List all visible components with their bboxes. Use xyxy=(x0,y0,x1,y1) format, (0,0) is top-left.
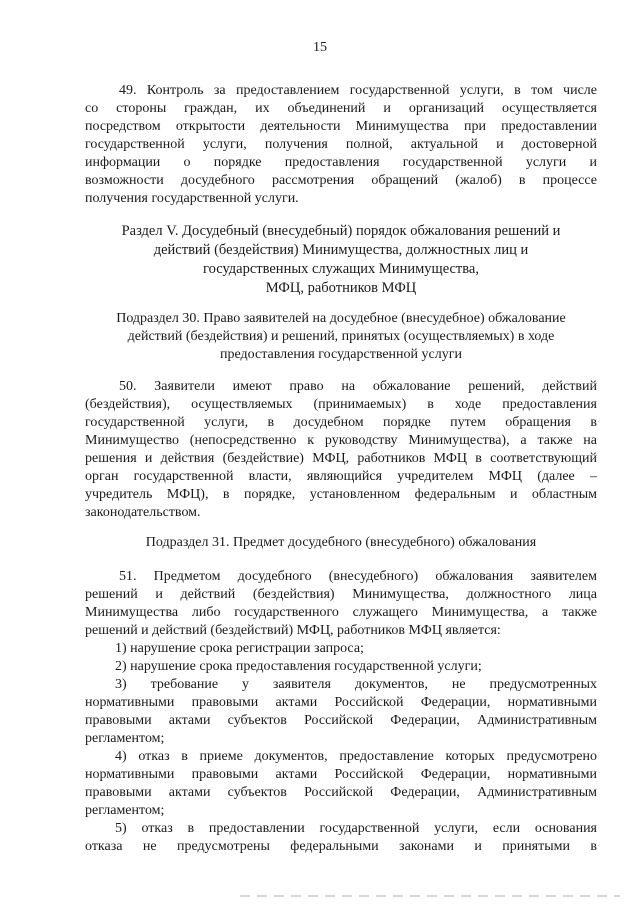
text-line: возможности досудебного рассмотрения обращений (жалоб) в процессе xyxy=(85,173,597,188)
text-line: нормативными правовыми актами Российской Федерации, нормативными xyxy=(85,695,597,710)
heading-line: Раздел V. Досудебный (внесудебный) порядок обжалования решений и xyxy=(121,223,561,239)
list-item-5 xyxy=(85,820,597,856)
paragraph-51 xyxy=(85,568,597,640)
text-line: 3) требование у заявителя документов, не предусмотренных xyxy=(115,677,597,692)
text-line: регламентом; xyxy=(85,731,165,746)
text-line: 1) нарушение срока регистрации запроса; xyxy=(115,641,364,656)
text-line: посредством открытости деятельности Минимущества при предоставлении xyxy=(85,119,597,134)
text-line: решения и действия (бездействие) МФЦ, работников МФЦ в соответствующий xyxy=(85,451,597,466)
heading-line: государственных служащих Минимущества, xyxy=(203,261,479,277)
heading-line: действий (бездействия) и решений, принятых (осуществляемых) в ходе xyxy=(127,329,555,344)
text-line: Минимущество (непосредственно к руководству Минимущества), а также на xyxy=(85,433,597,448)
text-line: нормативными правовыми актами Российской Федерации, нормативными xyxy=(85,767,597,782)
text-line: отказа не предусмотрены федеральными законами и принятыми в xyxy=(85,839,597,854)
text-line: со стороны граждан, их объединений и организаций осуществляется xyxy=(85,101,597,116)
text-line: 51. Предметом досудебного (внесудебного) обжалования заявителем xyxy=(119,569,597,584)
text-line: 5) отказ в предоставлении государственной услуги, если основания xyxy=(115,821,597,836)
scan-artifact xyxy=(240,895,620,897)
text-line: учредитель МФЦ), в порядке, установленном федеральным и областным xyxy=(85,487,597,502)
text-line: (бездействия), осуществляемых (принимаемых) в ходе предоставления xyxy=(85,397,597,412)
subsection-31-heading xyxy=(85,534,597,552)
heading-line: МФЦ, работников МФЦ xyxy=(265,280,417,296)
text-line: 50. Заявители имеют право на обжалование решений, действий xyxy=(119,379,597,394)
subsection-30-heading xyxy=(85,310,597,364)
heading-line: Подраздел 31. Предмет досудебного (внесудебного) обжалования xyxy=(145,535,537,550)
list-item-4 xyxy=(85,748,597,820)
heading-line: Подраздел 30. Право заявителей на досудебное (внесудебное) обжалование xyxy=(116,311,566,326)
text-line: государственной услуги, получения полной, актуальной и достоверной xyxy=(85,137,597,152)
text-line: орган государственной власти, являющийся учредителем МФЦ (далее – xyxy=(85,469,597,484)
text-line: правовыми актами субъектов Российской Федерации, Административным xyxy=(85,713,597,728)
text-line: 4) отказ в приеме документов, предоставление которых предусмотрено xyxy=(115,749,597,764)
text-line: регламентом; xyxy=(85,803,165,818)
text-line: решений и действий (бездействий) МФЦ, работников МФЦ является: xyxy=(85,623,501,638)
text-line: получения государственной услуги. xyxy=(85,191,299,206)
text-line: правовыми актами субъектов Российской Федерации, Административным xyxy=(85,785,597,800)
text-line: законодательством. xyxy=(85,505,201,520)
paragraph-49 xyxy=(85,82,597,208)
heading-line: предоставления государственной услуги xyxy=(220,347,462,362)
text-line: государственной услуги, в досудебном порядке путем обращения в xyxy=(85,415,597,430)
text-line: информации о порядке предоставления государственной услуги и xyxy=(85,155,597,170)
text-line: решений и действий (бездействия) Минимущества, должностного лица xyxy=(85,587,597,602)
paragraph-50 xyxy=(85,378,597,522)
list-item-1 xyxy=(85,640,597,658)
page-number: 15 xyxy=(313,40,327,55)
heading-line: действий (бездействия) Минимущества, должностных лиц и xyxy=(153,242,529,258)
text-line: Минимущества либо государственного служащего Минимущества, а также xyxy=(85,605,597,620)
list-item-3 xyxy=(85,676,597,748)
list-item-2 xyxy=(85,658,597,676)
section-v-heading xyxy=(85,222,597,298)
text-line: 49. Контроль за предоставлением государственной услуги, в том числе xyxy=(119,83,597,98)
text-line: 2) нарушение срока предоставления государственной услуги; xyxy=(115,659,482,674)
